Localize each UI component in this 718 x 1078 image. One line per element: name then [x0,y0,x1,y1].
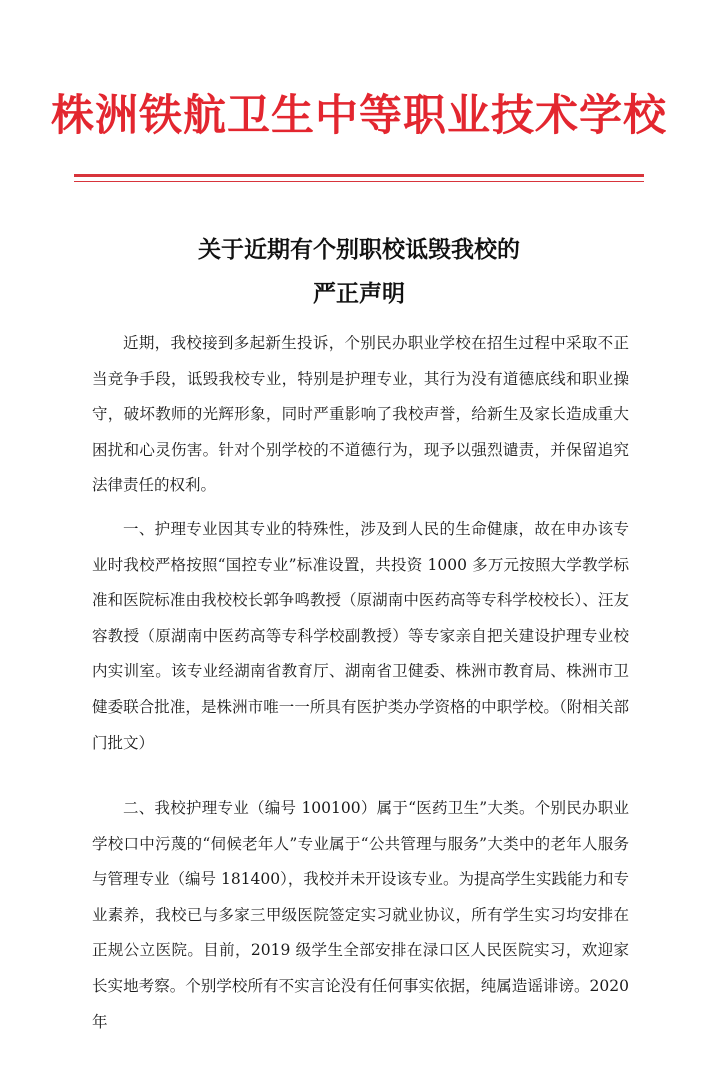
body-paragraph-section-1: 一、护理专业因其专业的特殊性，涉及到人民的生命健康，故在申办该专业时我校严格按照“国控专业”标准设置，共投资 1000 多万元按照大学教学标准和医院标准由我校校长郭争鸣教授（原湖南中医药高等专科学校校长）、汪友容教授（原湖南中医药高等专科学校副教授）等专家亲自把关建设护理专业校内实训室。该专业经湖南省教育厅、湖南省卫健委、株洲市教育局、株洲市卫健委联合批准，是株洲市唯一一所具有医护类办学资格的中职学校。（附相关部门批文） [92,520,629,752]
body-paragraph-section-2: 二、我校护理专业（编号 100100）属于“医药卫生”大类。个别民办职业学校口中污蔑的“伺候老年人”专业属于“公共管理与服务”大类中的老年人服务与管理专业（编号 181400），我校并未开设该专业。为提高学生实践能力和专业素养，我校已与多家三甲级医院签定实习就业协议，所有学生实习均安排在正规公立医院。目前，2019 级学生全部安排在渌口区人民医院实习，欢迎家长实地考察。个别学校所有不实言论没有任何事实依据，纯属造谣诽谤。2020 年 [92,799,629,1031]
document-title-line-2: 严正声明 [313,281,405,307]
letterhead-rule-thick [74,174,644,177]
letterhead-rule-thin [74,181,644,182]
letterhead-org-name: 株洲铁航卫生中等职业技术学校 [51,91,667,141]
document-title-line-1: 关于近期有个别职校诋毁我校的 [198,237,520,263]
body-paragraph-intro: 近期，我校接到多起新生投诉，个别民办职业学校在招生过程中采取不正当竞争手段，诋毁我校专业，特别是护理专业，其行为没有道德底线和职业操守，破坏教师的光辉形象，同时严重影响了我校声誉，给新生及家长造成重大困扰和心灵伤害。针对个别学校的不道德行为，现予以强烈谴责，并保留追究法律责任的权利。 [92,334,629,495]
